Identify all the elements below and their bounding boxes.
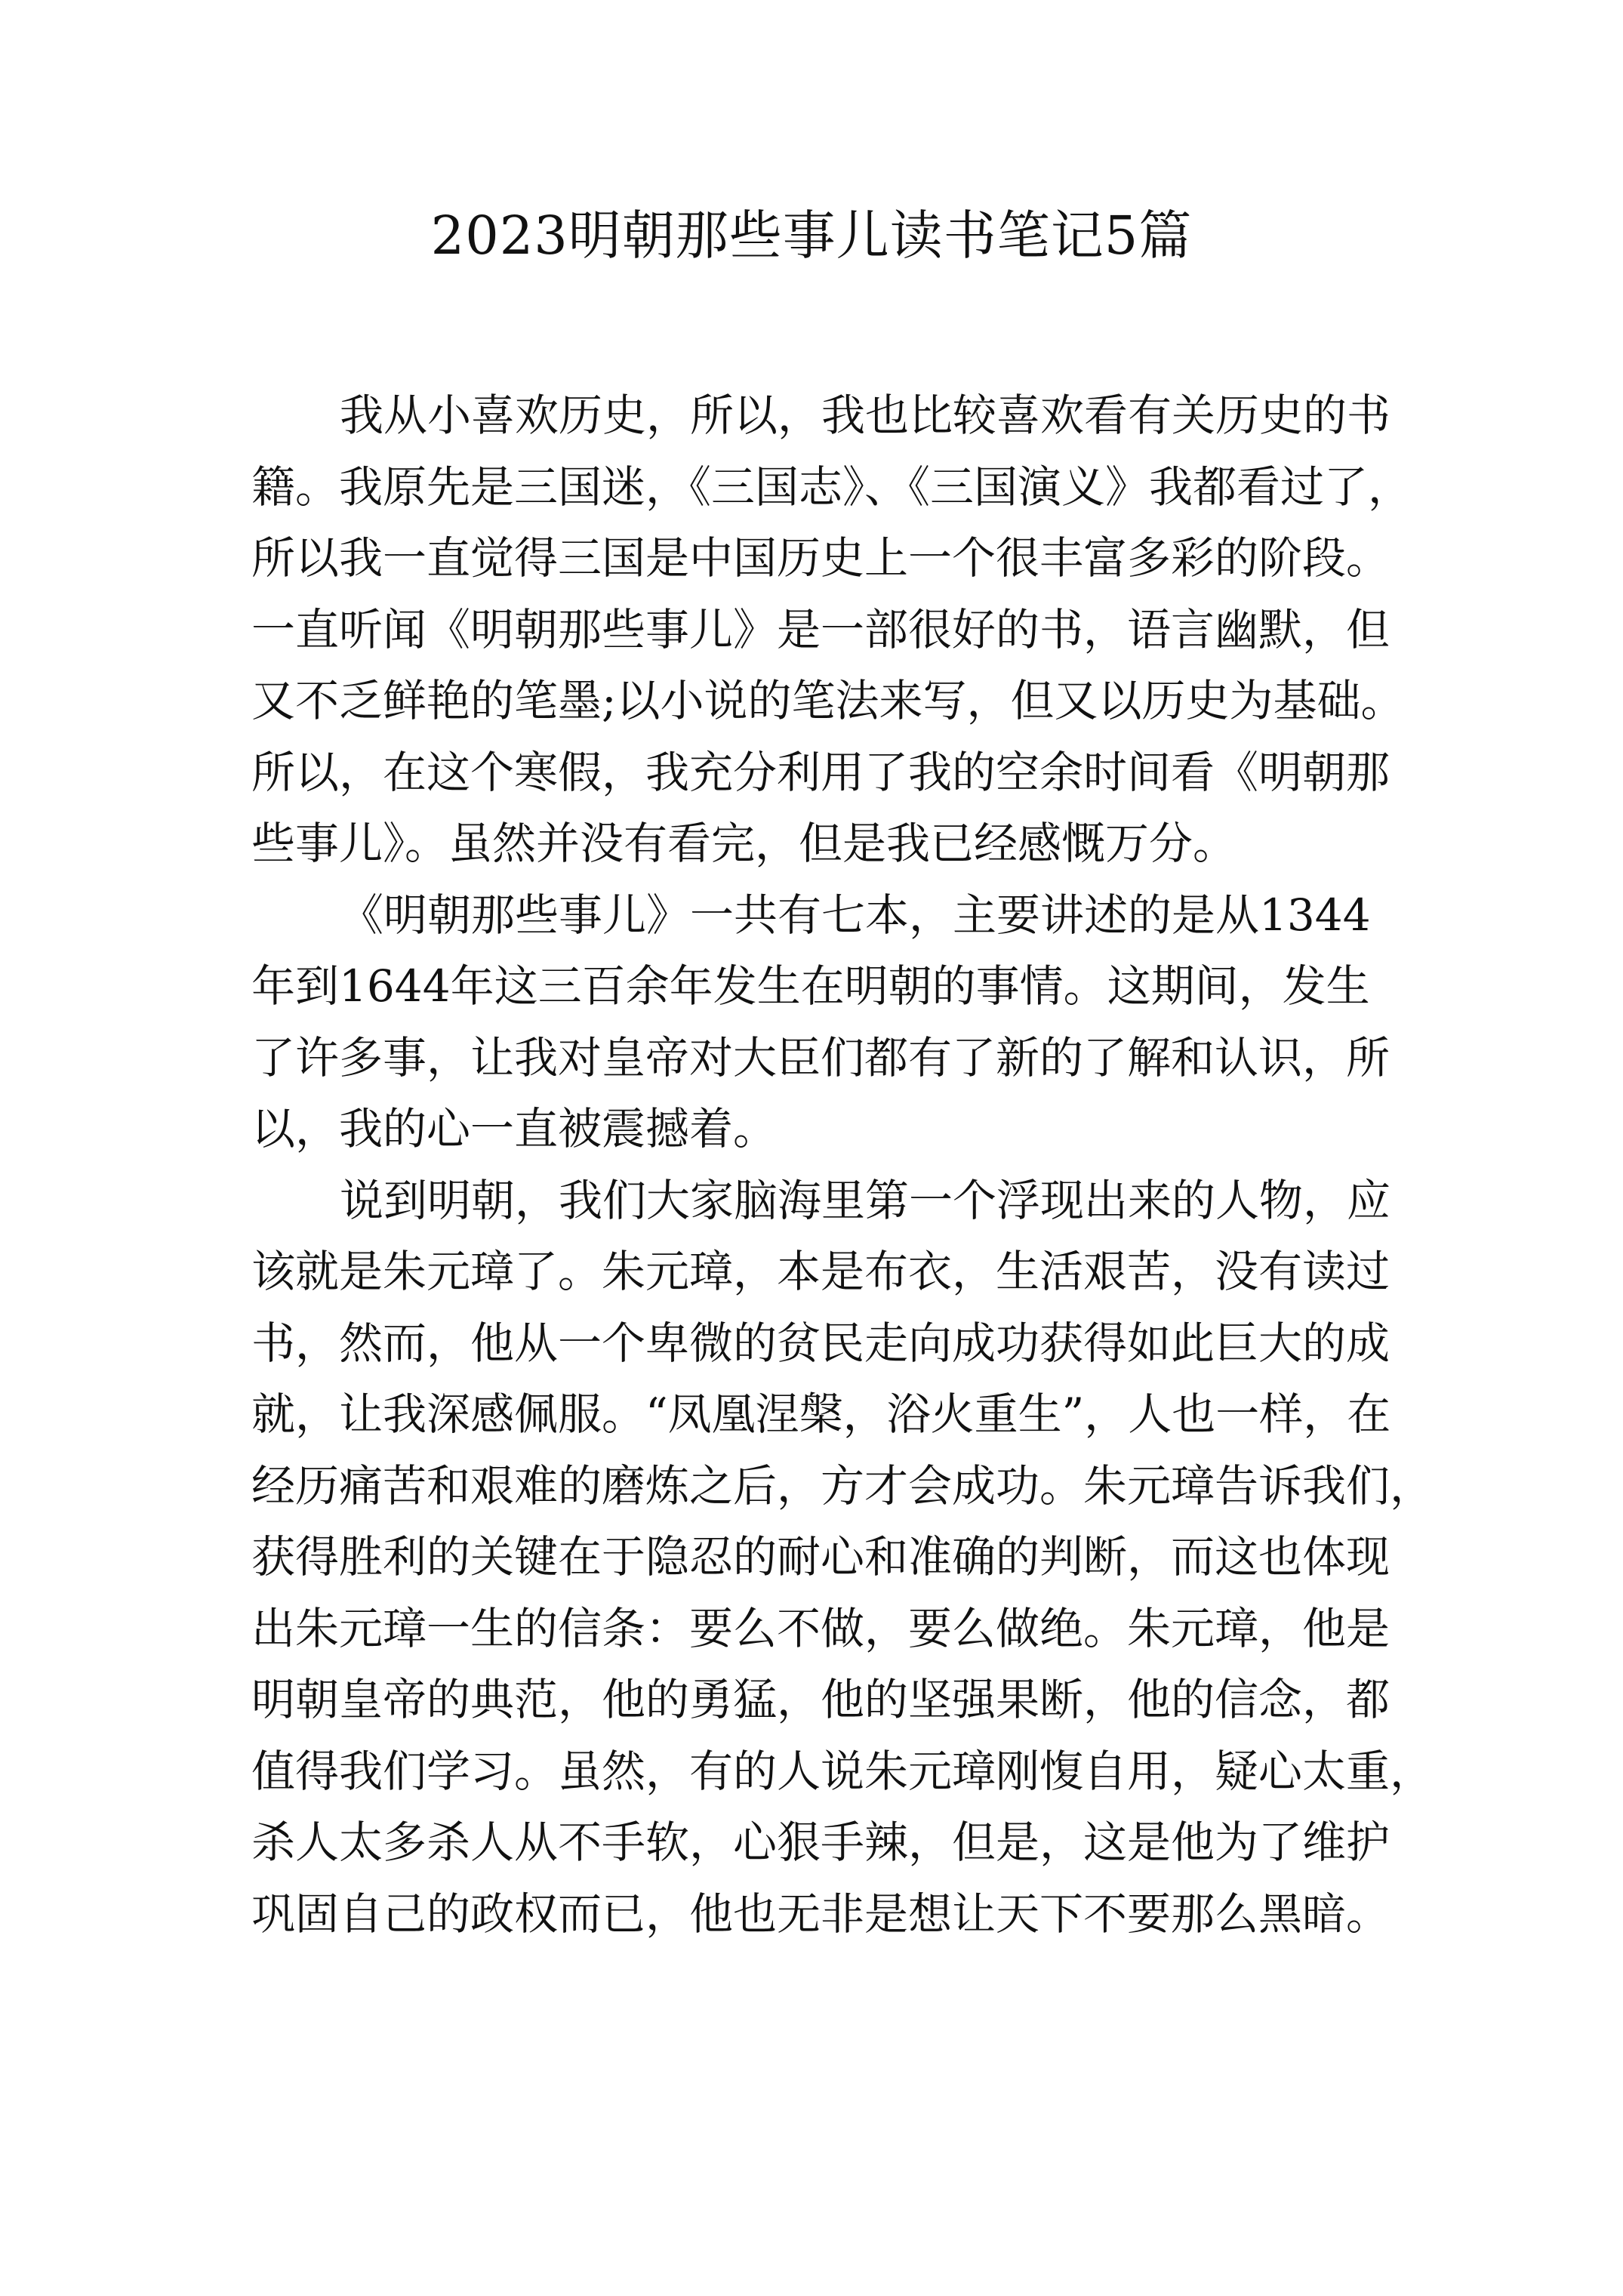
text-line: 值得我们学习。虽然，有的人说朱元璋刚愎自用，疑心太重， bbox=[251, 1745, 1434, 1797]
paragraph-2 bbox=[251, 880, 1390, 1165]
text-line: 些事儿》。虽然并没有看完，但是我已经感慨万分。 bbox=[251, 818, 1237, 869]
text-line: 籍。我原先是三国迷，《三国志》、《三国演义》我都看过了， bbox=[251, 461, 1412, 513]
text-line: 出朱元璋一生的信条：要么不做，要么做绝。朱元璋，他是 bbox=[251, 1602, 1390, 1654]
text-line: 所以，在这个寒假，我充分利用了我的空余时间看《明朝那 bbox=[251, 746, 1390, 798]
text-line: 说到明朝，我们大家脑海里第一个浮现出来的人物，应 bbox=[340, 1174, 1391, 1226]
text-line: 又不乏鲜艳的笔墨;以小说的笔法来写，但又以历史为基础。 bbox=[251, 675, 1405, 726]
text-line: 经历痛苦和艰难的磨炼之后，方才会成功。朱元璋告诉我们， bbox=[251, 1459, 1434, 1512]
text-line: 以，我的心一直被震撼着。 bbox=[251, 1103, 778, 1154]
document-body bbox=[251, 380, 1434, 1949]
text-line: 一直听闻《明朝那些事儿》是一部很好的书，语言幽默，但 bbox=[251, 603, 1390, 655]
paragraph-3 bbox=[251, 1165, 1434, 1950]
paragraph-1 bbox=[251, 380, 1412, 880]
text-line: 明朝皇帝的典范，他的勇猛，他的坚强果断，他的信念，都 bbox=[251, 1674, 1390, 1725]
text-line: 所以我一直觉得三国是中国历史上一个很丰富多彩的阶段。 bbox=[251, 532, 1390, 584]
text-line: 《明朝那些事儿》一共有七本，主要讲述的是从1344 bbox=[340, 889, 1371, 941]
text-line: 该就是朱元璋了。朱元璋，本是布衣，生活艰苦，没有读过 bbox=[251, 1246, 1390, 1297]
text-line: 杀人太多杀人从不手软，心狠手辣，但是，这是他为了维护 bbox=[251, 1817, 1390, 1868]
text-line: 了许多事，让我对皇帝对大臣们都有了新的了解和认识，所 bbox=[251, 1031, 1390, 1083]
text-line: 我从小喜欢历史，所以，我也比较喜欢看有关历史的书 bbox=[340, 390, 1391, 441]
text-line: 获得胜利的关键在于隐忍的耐心和准确的判断，而这也体现 bbox=[251, 1531, 1390, 1583]
text-line: 年到1644年这三百余年发生在明朝的事情。这期间，发生 bbox=[251, 960, 1370, 1012]
text-line: 就，让我深感佩服。“凤凰涅槃，浴火重生”，人也一样，在 bbox=[251, 1388, 1391, 1440]
text-line: 巩固自己的政权而已，他也无非是想让天下不要那么黑暗。 bbox=[251, 1888, 1390, 1940]
document-title: 2023明朝那些事儿读书笔记5篇 bbox=[430, 205, 1193, 267]
text-line: 书，然而，他从一个卑微的贫民走向成功获得如此巨大的成 bbox=[251, 1317, 1390, 1369]
